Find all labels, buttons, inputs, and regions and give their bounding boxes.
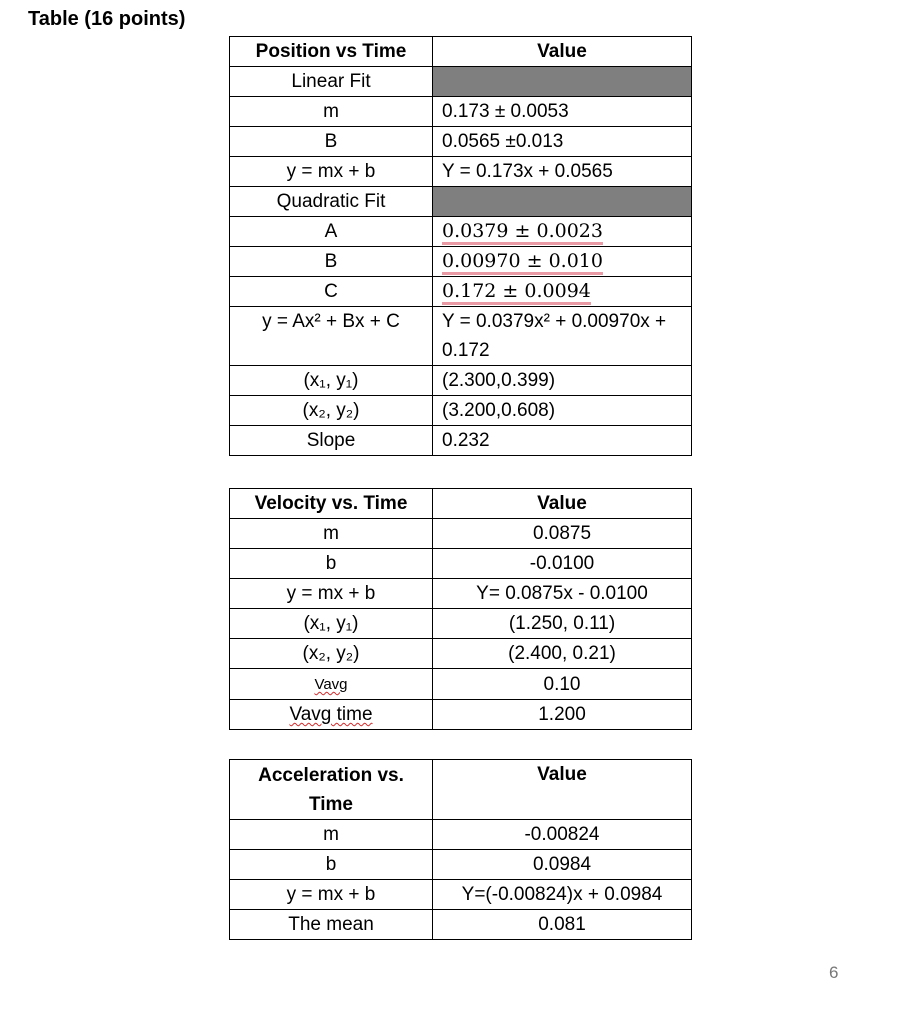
table-row [230,639,692,669]
row-label: C [230,277,433,307]
row-value: 0.081 [433,910,692,940]
row-value: (3.200,0.608) [433,396,692,426]
table-row [230,579,692,609]
column-header: Value [433,760,692,820]
table-row [230,97,692,127]
table-row [230,760,692,820]
row-label: m [230,519,433,549]
table-row [230,67,692,97]
row-value: 0.172 ± 0.0094 [442,280,591,305]
row-value: -0.00824 [433,820,692,850]
row-label: b [230,850,433,880]
table-row [230,277,692,307]
row-label: B [230,127,433,157]
column-header: Acceleration vs. Time [230,760,433,820]
table-row [230,426,692,456]
column-header: Value [433,37,692,67]
row-value: (2.300,0.399) [433,366,692,396]
row-label: m [230,97,433,127]
table-row [230,820,692,850]
position-vs-time-table [229,36,692,456]
acceleration-vs-time-table [229,759,692,940]
row-label: Slope [230,426,433,456]
row-label: B [230,247,433,277]
row-label: y = mx + b [230,880,433,910]
table-row [230,910,692,940]
table-row [230,850,692,880]
row-label: y = mx + b [230,157,433,187]
section-label: Quadratic Fit [230,187,433,217]
shaded-cell [433,187,692,217]
row-label: b [230,549,433,579]
row-value: (1.250, 0.11) [433,609,692,639]
table-row [230,127,692,157]
table-row [230,669,692,700]
table-row [230,366,692,396]
row-value: 0.0379 ± 0.0023 [442,220,603,245]
row-value: (2.400, 0.21) [433,639,692,669]
table-row [230,880,692,910]
row-label: The mean [230,910,433,940]
table-row [230,609,692,639]
page-title: Table (16 points) [28,8,186,30]
column-header: Velocity vs. Time [230,489,433,519]
row-value: -0.0100 [433,549,692,579]
shaded-cell [433,67,692,97]
row-label: (x₁, y₁) [230,609,433,639]
table-row [230,307,692,366]
row-value: 0.00970 ± 0.010 [442,250,603,275]
column-header: Value [433,489,692,519]
table-row [230,157,692,187]
row-value: 1.200 [433,700,692,730]
page-number: 6 [829,963,839,982]
row-label: y = mx + b [230,579,433,609]
row-value: Y = 0.173x + 0.0565 [433,157,692,187]
row-value: 0.232 [433,426,692,456]
row-value: 0.0875 [433,519,692,549]
table-row [230,37,692,67]
row-label: Vavg time [289,704,373,725]
row-value: Y= 0.0875x - 0.0100 [433,579,692,609]
table-row [230,489,692,519]
row-value: 0.0565 ±0.013 [433,127,692,157]
row-value: Y = 0.0379x² + 0.00970x + 0.172 [433,307,692,366]
table-row [230,519,692,549]
column-header: Position vs Time [230,37,433,67]
row-value: 0.10 [433,669,692,700]
row-label: Vavg [314,676,348,693]
row-label: (x₂, y₂) [230,639,433,669]
velocity-vs-time-table [229,488,692,730]
table-row [230,700,692,730]
row-value: Y=(-0.00824)x + 0.0984 [433,880,692,910]
row-label: y = Ax² + Bx + C [230,307,433,366]
table-row [230,187,692,217]
row-label: m [230,820,433,850]
table-row [230,247,692,277]
row-value: 0.0984 [433,850,692,880]
row-value: 0.173 ± 0.0053 [433,97,692,127]
table-row [230,549,692,579]
table-row [230,396,692,426]
table-row [230,217,692,247]
section-label: Linear Fit [230,67,433,97]
row-label: A [230,217,433,247]
row-label: (x₂, y₂) [230,396,433,426]
row-label: (x₁, y₁) [230,366,433,396]
